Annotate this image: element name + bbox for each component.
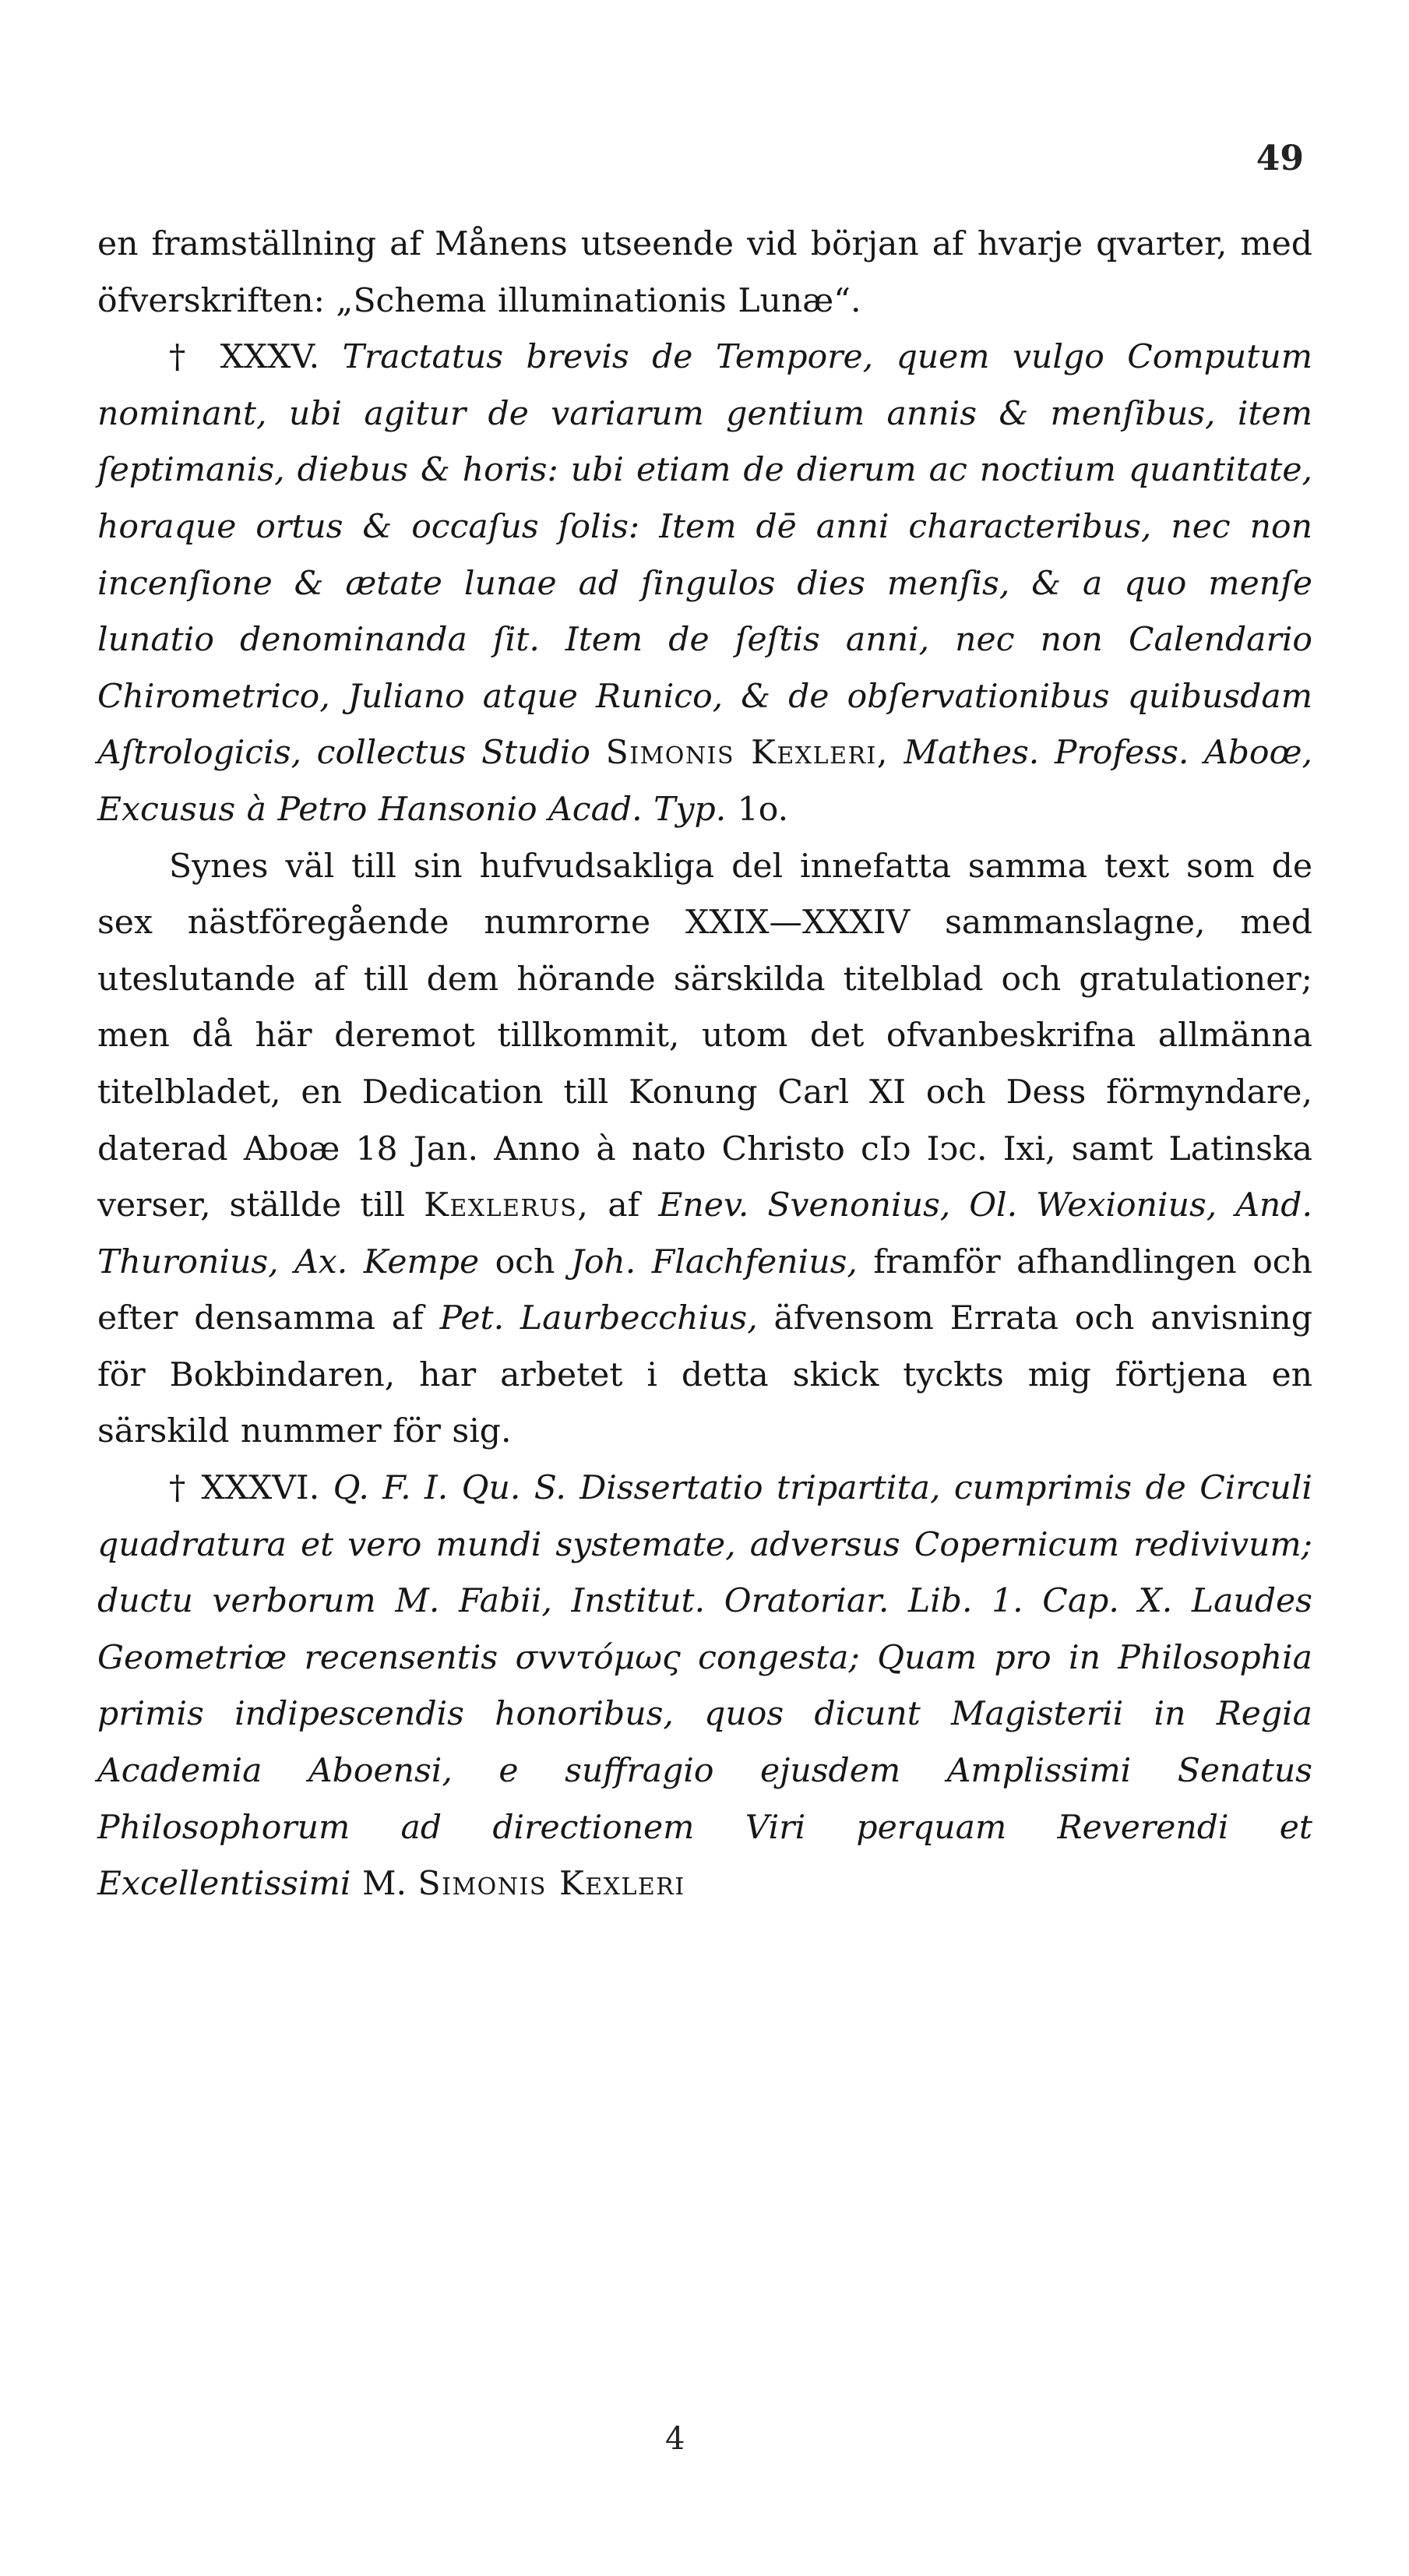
entry-title: Q. F. I. Qu. S. Dissertatio tripartita, cumprimis de Circuli quadratura et vero mundi systemate, adversus Copernicum redivivum; ductu verborum M. Fabii, Institut. Oratoriar. Lib. 1. Cap. X. Laudes Geometriœ recensentis σvvτόμως congesta; Quam pro in Philosophia primis indipescendis honoribus, quos dicunt Magisterii in Regia Academia Aboensi, e suffragio ejusdem Amplissimi Senatus Philosophorum ad directionem Viri perquam Reverendi et Excellentissimi	[97, 1469, 1312, 1904]
paragraph-text: en framställning af Månens utseende vid början af hvarje qvarter, med öfverskriften: „Schema illuminationis Lunæ“.	[97, 225, 1312, 320]
paragraph-text: och	[495, 1242, 555, 1281]
entry-title: Tractatus brevis de Tempore, quem vulgo Computum nominant, ubi agitur de variarum gentium annis & menſibus, item ſeptimanis, diebus & horis: ubi etiam de dierum ac noctium quantitate, horaque ortus & occaſus ſolis: Item dē anni characteribus, nec non incenſione & ætate lunae ad ſingulos dies menſis, & a quo menſe lunatio denominanda ſit. Item de ſeſtis anni, nec non Calendario Chirometrico, Juliano atque Runico, & de obſervationibus quibusdam Aſtrologicis, collectus Studio	[97, 338, 1312, 773]
body-text	[97, 217, 1312, 1913]
entry-marker: † XXXVI.	[169, 1469, 320, 1508]
paragraph-text: äfvensom Errata och anvisning för Bokbindaren, har arbetet i detta skick tyckts mig förtjena en särskild nummer för sig.	[97, 1299, 1312, 1451]
entry-author: Simonis Kexleri,	[605, 734, 889, 773]
entry-marker: † XXXV.	[169, 338, 320, 377]
person-name: Pet. Laurbecchius,	[439, 1299, 758, 1338]
catalog-entry-35	[97, 329, 1312, 838]
page-number: 49	[1256, 139, 1304, 178]
entry-year: 1o.	[737, 790, 789, 829]
entry-author: Simonis Kexleri	[417, 1865, 685, 1904]
paragraph-text: Synes väl till sin hufvudsakliga del innefatta samma text som de sex nästföregående numrorne XXIX—XXXIV sammanslagne, med uteslutande af till dem hörande särskilda titelblad och gratulationer; men då här deremot tillkommit, utom det ofvanbeskrifna allmänna titelbladet, en Dedication till Konung Carl XI och Dess förmyndare, daterad Aboæ 18 Jan. Anno à nato Christo cIↄ Iↄc. Ixi, samt Latinska verser, ställde till	[97, 847, 1312, 1225]
entry-title-m: M.	[361, 1865, 407, 1904]
catalog-entry-36	[97, 1461, 1312, 1913]
commentary-paragraph	[97, 839, 1312, 1461]
entry-imprint: Mathes. Profess. Aboœ, Excusus à Petro Hansonio Acad. Typ.	[97, 734, 1313, 829]
person-name: Kexlerus,	[424, 1186, 590, 1225]
person-names: Enev. Svenonius, Ol. Wexionius, And. Thuronius, Ax. Kempe	[97, 1186, 1313, 1281]
signature-mark: 4	[665, 2421, 685, 2457]
paragraph-text: framför afhandlingen och efter densamma af	[97, 1242, 1312, 1338]
paragraph-text: af	[608, 1186, 640, 1225]
person-name: Joh. Flachfenius,	[570, 1242, 858, 1281]
paragraph-continuation	[97, 217, 1312, 329]
